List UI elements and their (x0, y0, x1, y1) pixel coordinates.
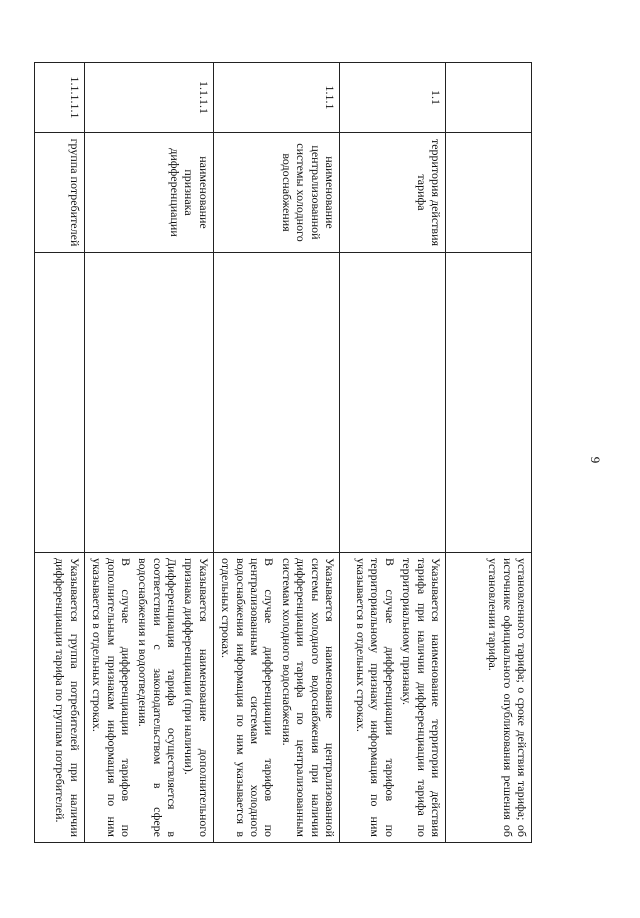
description-paragraph: Дифференциация тарифа осуществляется в соответствии с законодательством в сфере водоснабжения и водоотведения. (136, 558, 180, 837)
row-number (446, 63, 532, 133)
description-paragraph: Указывается наименование территории действия тарифа при наличии дифференциации тарифа по территориальному признаку. (400, 558, 443, 837)
row-number: 1.1 (340, 63, 446, 133)
description-paragraph: В случае дифференциации тарифов по территориальному признаку информация по ним указывается в отдельных строках. (354, 558, 397, 837)
description-paragraph: Указывается наименование централизованной системы холодного водоснабжения при наличии дифференциации тарифа по централизованным системам холодного водоснабжения. (279, 558, 337, 837)
row-value-cell (34, 253, 84, 553)
page-number: 9 (588, 456, 603, 464)
table-row (446, 63, 532, 843)
table-row (213, 63, 339, 843)
description-paragraph: Указывается наименование дополнительного признака дифференциации (при наличии). (182, 558, 211, 837)
row-value-cell (213, 253, 339, 553)
table-row (34, 63, 84, 843)
row-number: 1.1.1.1.1 (34, 63, 84, 133)
row-value-cell (84, 253, 213, 553)
row-field-name (446, 133, 532, 253)
row-field-name: территория действия тарифа (340, 133, 446, 253)
table-row (340, 63, 446, 843)
row-number: 1.1.1 (213, 63, 339, 133)
row-description (34, 553, 84, 843)
description-paragraph: В случае дифференциации тарифов по дополнительным признакам информация по ним указывается в отдельных строках. (90, 558, 133, 837)
description-paragraph: В случае дифференциации тарифов по централизованным системам холодного водоснабжения информация по ним указывается в отдельных строках. (219, 558, 277, 837)
row-description (340, 553, 446, 843)
row-description (213, 553, 339, 843)
row-value-cell (340, 253, 446, 553)
table-row (84, 63, 213, 843)
row-description (84, 553, 213, 843)
row-description (446, 553, 532, 843)
rotated-table-sheet (53, 62, 532, 842)
row-field-name: группа потребителей (34, 133, 84, 253)
description-paragraph: Указывается группа потребителей при наличии дифференциации тарифа по группам потребителей. (53, 558, 82, 837)
description-paragraph: установленного тарифа; о сроке действия тарифа; об источнике официального опубликования решения об установлении тарифа. (486, 558, 529, 837)
row-value-cell (446, 253, 532, 553)
form-instructions-table (34, 62, 532, 843)
row-field-name: наименование централизованной системы холодного водоснабжения (213, 133, 339, 253)
row-number: 1.1.1.1 (84, 63, 213, 133)
row-field-name: наименование признака дифференциации (84, 133, 213, 253)
